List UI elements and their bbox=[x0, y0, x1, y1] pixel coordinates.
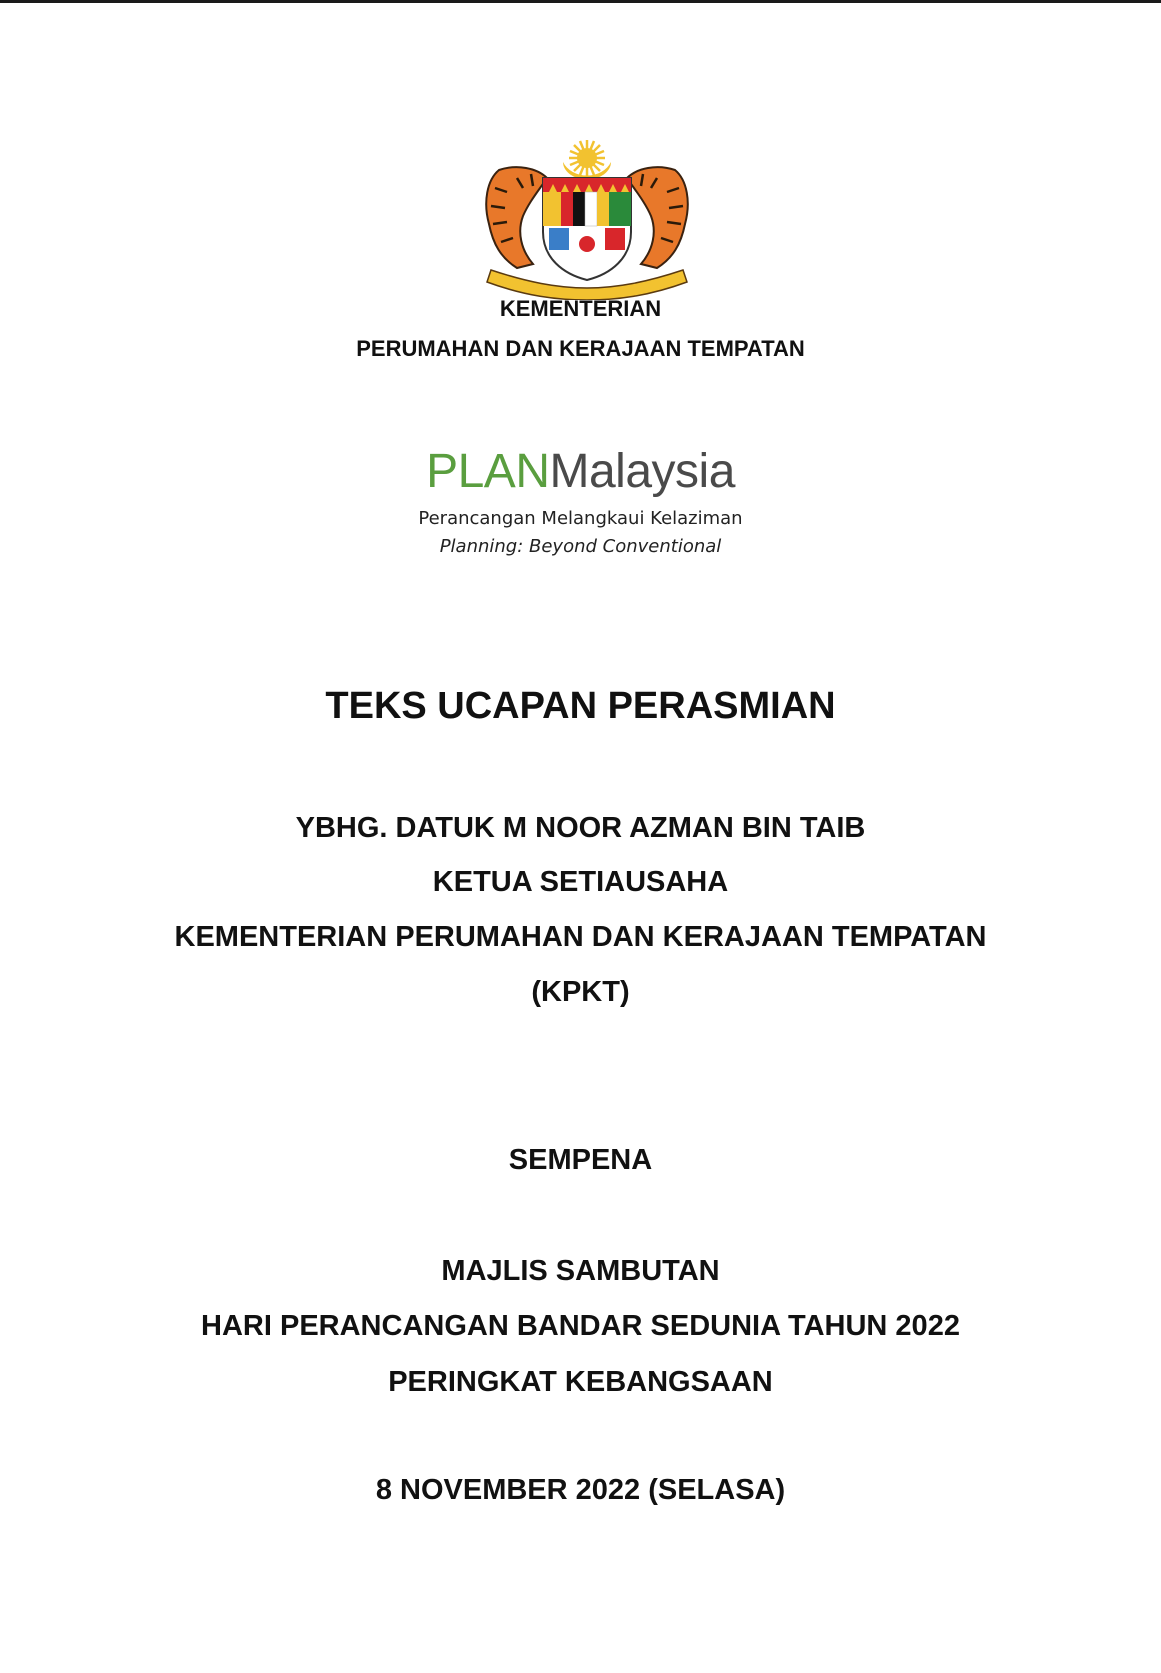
logo-malaysia-text: Malaysia bbox=[549, 445, 735, 498]
occasion-connector: SEMPENA bbox=[508, 1144, 653, 1176]
occasion-line-2: HARI PERANCANGAN BANDAR SEDUNIA TAHUN 2022 bbox=[201, 1310, 960, 1342]
speaker-ministry: KEMENTERIAN PERUMAHAN DAN KERAJAAN TEMPATAN bbox=[174, 921, 987, 953]
logo-plan-text: PLAN bbox=[426, 445, 550, 498]
occasion-line-3: PERINGKAT KEBANGSAAN bbox=[388, 1366, 773, 1398]
speaker-ministry-abbreviation: (KPKT) bbox=[531, 976, 630, 1008]
planmalaysia-logo bbox=[0, 444, 1161, 499]
tagline-english: Planning: Beyond Conventional bbox=[439, 536, 722, 557]
tagline-malay: Perancangan Melangkaui Kelaziman bbox=[418, 508, 743, 529]
ministry-line-1: KEMENTERIAN bbox=[499, 296, 662, 321]
ministry-line-2: PERUMAHAN DAN KERAJAAN TEMPATAN bbox=[356, 336, 805, 361]
document-title: TEKS UCAPAN PERASMIAN bbox=[325, 685, 836, 727]
event-date: 8 NOVEMBER 2022 (SELASA) bbox=[375, 1474, 786, 1506]
speaker-position: KETUA SETIAUSAHA bbox=[432, 866, 729, 898]
top-border bbox=[0, 0, 1161, 3]
speaker-name: YBHG. DATUK M NOOR AZMAN BIN TAIB bbox=[295, 812, 866, 844]
malaysia-coat-of-arms-icon bbox=[477, 132, 697, 300]
occasion-line-1: MAJLIS SAMBUTAN bbox=[441, 1255, 720, 1287]
